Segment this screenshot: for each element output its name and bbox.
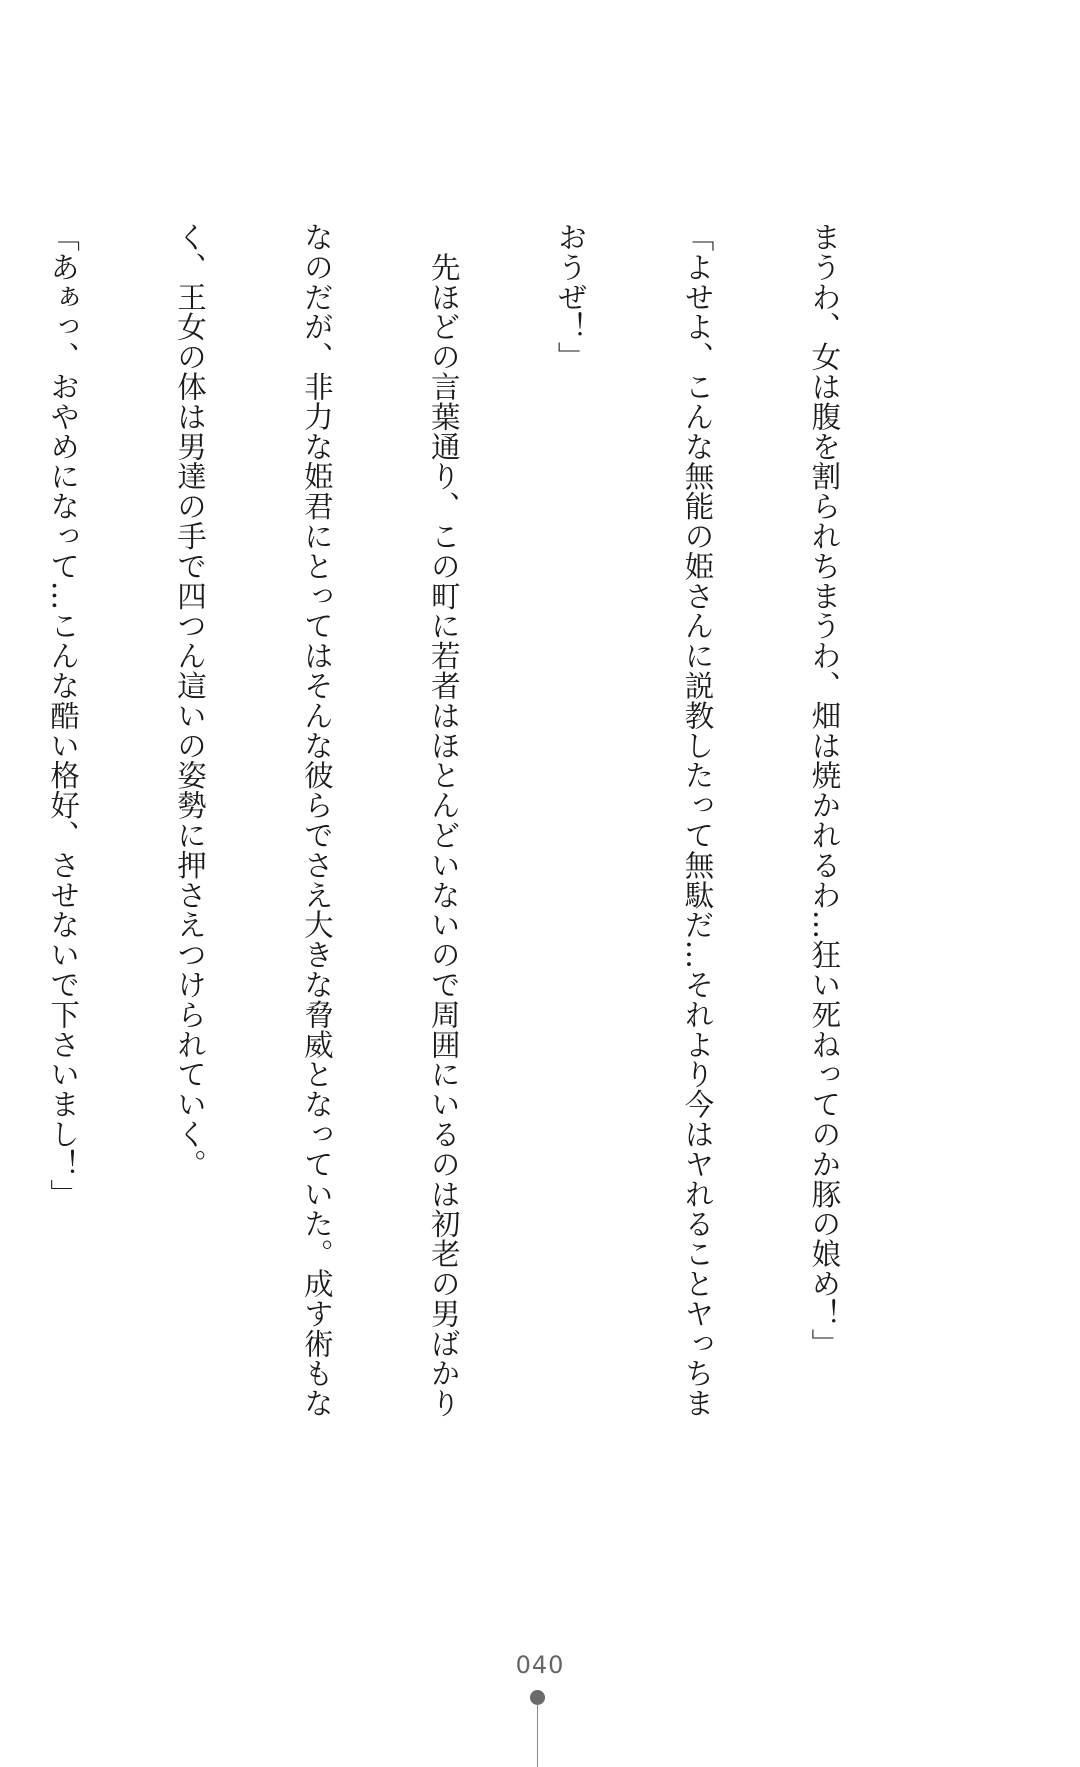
folio-dot: [530, 1690, 545, 1705]
folio-rule: [537, 1704, 538, 1767]
text-line: まうわ、女は腹を割られちまうわ、畑は焼かれるわ…狂い死ねってのか豚の娘め！」: [807, 222, 842, 1359]
page-number: 040: [515, 1651, 565, 1679]
body-text: [46, 222, 930, 1462]
text-line: 「よせよ、こんな無能の姫さんに説教したって無駄だ…それより今はヤれることヤっちま: [680, 222, 715, 1418]
text-line: く、王女の体は男達の手で四つん這いの姿勢に押さえつけられていく。: [172, 222, 207, 1179]
text-line: 「あぁっ、おやめになって…こんな酷い格好、させないで下さいまし！」: [46, 222, 81, 1209]
text-line: 先ほどの言葉通り、この町に若者はほとんどいないので周囲にいるのは初老の男ばかり: [426, 222, 461, 1418]
text-line: なのだが、非力な姫君にとってはそんな彼らでさえ大きな脅威となっていた。成す術もな: [299, 222, 334, 1418]
text-line: おうぜ！」: [553, 222, 588, 372]
